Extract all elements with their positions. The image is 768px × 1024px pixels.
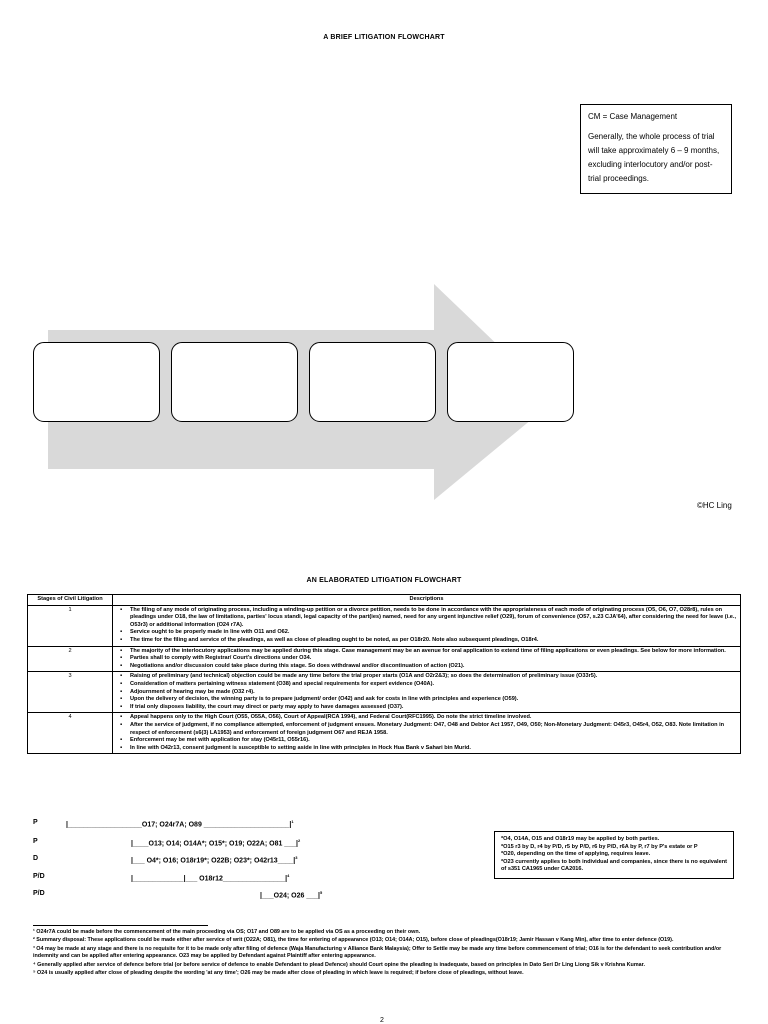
footnote-ref: 2 bbox=[297, 838, 301, 843]
description-item: ▪ Raising of preliminary (and technical) objection could be made any time before the trial proper starts (O1A and O2r2&3); so does the determination of preliminary issue (O33r5). bbox=[130, 673, 737, 681]
stage-descriptions bbox=[113, 605, 741, 646]
description-item: ▪ After the service of judgment, if no compliance attempted, enforcement of judgment ensues. Monetary Judgment: O47, O48 and Debtor Act 1957, O49, O50; Non-Monetary Judgment: O45r3, O45r4, O52, O83. Note limitation in respect of enforcement (s6(3) LA1953) and enforcement of foreign judgment O67 and REJA 1958. bbox=[130, 722, 737, 737]
stage-descriptions bbox=[113, 672, 741, 713]
note-line: *O15 r3 by D, r4 by P/D, r5 by P/D, r6 by P/D, r6A by P, r7 by P's estate or P bbox=[501, 843, 698, 850]
party-label: P/D bbox=[33, 890, 45, 897]
stages-description-table bbox=[27, 594, 741, 754]
description-item: ▪ The time for the filing and service of the pleadings, as well as close of pleading ought to be noted, as per O18r20. Note also subsequent pleadings, O18r4. bbox=[130, 637, 737, 645]
table-row bbox=[28, 672, 741, 713]
description-item: ▪ Service ought to be properly made in line with O11 and O62. bbox=[130, 629, 737, 637]
description-item: ▪ The majority of the interlocutory applications may be applied during this stage. Case management may be an avenue for oral application to extend time of filing applications or even pleadings. See below for more information. bbox=[130, 648, 737, 656]
cm-duration-note: Generally, the whole process of trial will take approximately 6 – 9 months, excluding interlocutory and/or post-trial proceedings. bbox=[588, 132, 720, 183]
footnote: ² Summary disposal: These applications could be made either after service of writ (O22A; O81), the time for entering of appearance (O13; O14; O14A; O15), before close of pleadings(O18r19; Jamir Hassan v Kang Min), after time to enter defence (O19). bbox=[33, 937, 674, 944]
header-descriptions: Descriptions bbox=[113, 595, 741, 606]
footnote: ¹ O24r7A could be made before the commencement of the main proceeding via OS; O17 and O89 are to be applied via OS as a proceeding on their own. bbox=[33, 929, 421, 935]
stage-box-2 bbox=[171, 342, 298, 422]
footnote: ³ O4 may be made at any stage and there is no requisite for it to be made only after filing of defence (Waja Manufacturing v Alliance Bank Malaysia); Offer to Settle may be made any time before commencement of trial; O16 is for the defendant to seek contribution and/or indemnity and can be applied after entering appearance. O23 may be applied by Defendant against Plaintiff after entering appearance. bbox=[33, 945, 722, 960]
footnote-ref: 1 bbox=[291, 819, 294, 824]
description-item: ▪ If trial only disposes liability, the court may direct or party may apply to have damages assessed (O37). bbox=[130, 704, 737, 712]
note-line: *O23 currently applies to both individual and companies, since there is no equivalent of s351 CA1965 under CA2016. bbox=[501, 858, 727, 873]
footnote-ref: 3 bbox=[295, 855, 298, 860]
procedure-sequence bbox=[131, 838, 300, 847]
description-item: ▪ Upon the delivery of decision, the winning party is to prepare judgment/ order (O42) and ask for costs in line with principles and experience (O59). bbox=[130, 696, 737, 704]
footnote-ref: 5 bbox=[319, 890, 323, 895]
description-item: ▪ Parties shall to comply with Registrar/ Court's directions under O34. bbox=[130, 655, 737, 663]
stage-box-1 bbox=[33, 342, 160, 422]
description-item: ▪ In line with O42r13, consent judgment is susceptible to setting aside in line with principles in Hock Hua Bank v Sahari bin Murid. bbox=[130, 745, 737, 753]
description-item: ▪ Consideration of matters pertaining witness statement (O38) and special requirements for expert evidence (O40A). bbox=[130, 681, 737, 689]
footnote: ⁴ Generally applied after service of defence before trial (or before service of defence to enable Defendant to plead Defence) should Court opine the pleading is inadequate, based on principles in Dato Seri Dr Ling Liong Sik v Krishna Kumar. bbox=[33, 961, 645, 968]
description-item: ▪ The filing of any mode of originating process, including a winding-up petition or a divorce petition, needs to be done in accordance with the appropriateness of each mode of originating process (O5, O6, O7, O28r8), rules on pleadings under O18, the law of limitations, parties' locus standi, legal capacity of the part(ies) named, need for any urgent injunctive relief (O29), forum of convenience (O57, s.23 CJA'64), after considering the need for leave (i.e., O53r3) or additional information (O24 r7A). bbox=[130, 607, 737, 630]
footnote: ⁵ O24 is usually applied after close of pleading despite the wording 'at any time'; O26 may be made after close of pleading in which leave is required; if before close of pleadings, without leave. bbox=[33, 969, 524, 976]
applicability-notes-box bbox=[494, 831, 734, 879]
note-line: *O20, depending on the time of applying, requires leave. bbox=[501, 851, 651, 858]
party-label: P bbox=[33, 819, 38, 826]
footnote-separator bbox=[33, 925, 208, 926]
description-item: ▪ Negotiations and/or discussion could take place during this stage. So does withdrawal and/or discontinuation of action (O21). bbox=[130, 663, 737, 671]
stage-number: 4 bbox=[28, 713, 113, 754]
stage-descriptions bbox=[113, 646, 741, 672]
stage-number: 2 bbox=[28, 646, 113, 672]
footnote-ref: 4 bbox=[287, 873, 290, 878]
procedure-sequence bbox=[260, 890, 322, 899]
note-line: *O4, O14A, O15 and O18r19 may be applied by both parties. bbox=[501, 836, 660, 842]
description-item: ▪ Enforcement may be met with application for stay (O45r11, O55r16). bbox=[130, 737, 737, 745]
procedure-sequence-text: |___ O4*; O16; O18r19*; O22B; O23*; O42r13____| bbox=[131, 857, 296, 865]
table-row bbox=[28, 646, 741, 672]
procedure-sequence bbox=[131, 873, 289, 882]
party-label: P/D bbox=[33, 873, 45, 880]
procedure-sequence-text: |____O13; O14; O14A*; O15*; O19; O22A; O81 ___| bbox=[131, 840, 298, 848]
cm-definition: CM = Case Management bbox=[588, 112, 678, 121]
procedure-sequence bbox=[66, 819, 294, 828]
copyright-text: ©HC Ling bbox=[697, 501, 732, 510]
description-item: ▪ Appeal happens only to the High Court (O55, O55A, O56), Court of Appeal(RCA 1994), and Federal Court(RFC1995). Do note the strict timeline involved. bbox=[130, 714, 737, 722]
footnotes bbox=[33, 929, 743, 978]
stage-box-3 bbox=[309, 342, 436, 422]
brief-flowchart-title: A BRIEF LITIGATION FLOWCHART bbox=[323, 34, 445, 41]
table-row bbox=[28, 713, 741, 754]
elaborated-flowchart-title: AN ELABORATED LITIGATION FLOWCHART bbox=[306, 577, 462, 584]
procedure-sequence-text: |_____________|___ O18r12________________| bbox=[131, 875, 288, 883]
description-item: ▪ Adjournment of hearing may be made (O32 r4). bbox=[130, 689, 737, 697]
table-row bbox=[28, 605, 741, 646]
party-label: D bbox=[33, 855, 39, 862]
stage-descriptions bbox=[113, 713, 741, 754]
stage-number: 3 bbox=[28, 672, 113, 713]
stage-box-4 bbox=[447, 342, 574, 422]
procedure-sequence bbox=[131, 855, 297, 864]
procedure-sequence-text: |___O24; O26 ___| bbox=[260, 892, 320, 900]
stage-number: 1 bbox=[28, 605, 113, 646]
page-number: 2 bbox=[380, 1017, 384, 1024]
header-stage: Stages of Civil Litigation bbox=[28, 595, 113, 606]
procedure-sequence-text: |___________________O17; O24r7A; O89 ______________________| bbox=[66, 821, 292, 829]
party-label: P bbox=[33, 838, 38, 845]
